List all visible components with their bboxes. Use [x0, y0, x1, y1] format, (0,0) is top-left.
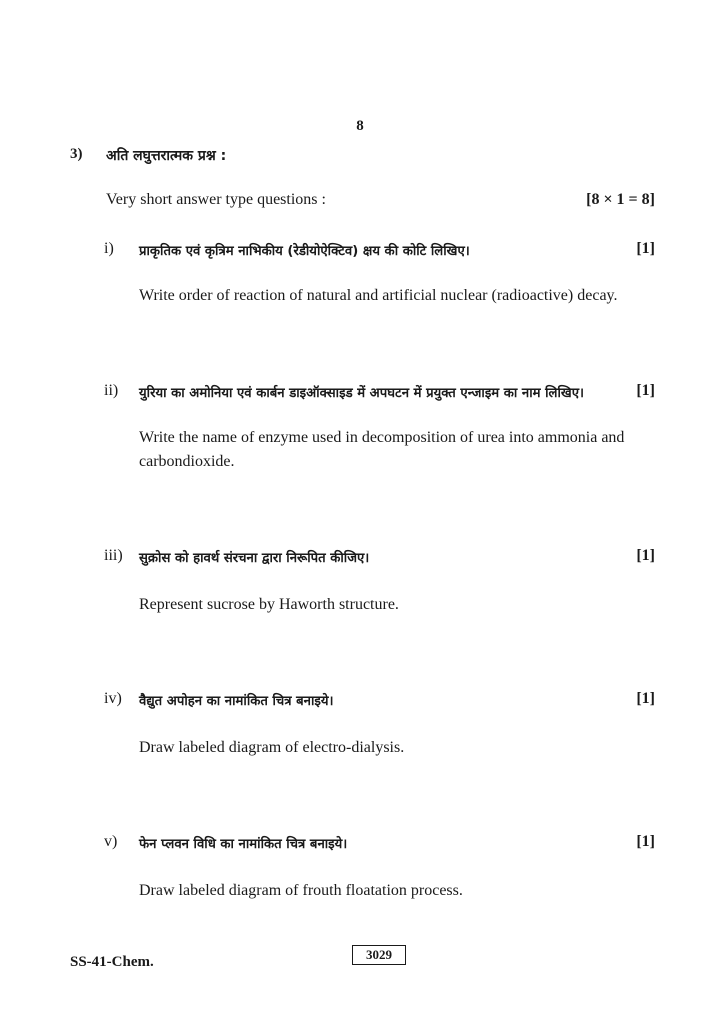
subquestion-hindi: युरिया का अमोनिया एवं कार्बन डाइऑक्साइड में अपघटन में प्रयुक्त एन्जाइम का नाम लिखिए।: [139, 386, 584, 401]
subquestion-marks: [1]: [636, 833, 655, 850]
subquestion-hindi: सुक्रोस को हावर्थ संरचना द्वारा निरूपित कीजिए।: [139, 551, 370, 566]
total-marks: [8 × 1 = 8]: [586, 191, 655, 208]
subquestion-label: v): [104, 833, 118, 850]
subquestion-marks: [1]: [636, 547, 655, 564]
subquestion-marks: [1]: [636, 690, 655, 707]
subquestion-hindi: वैद्युत अपोहन का नामांकित चित्र बनाइये।: [139, 694, 334, 709]
subquestion-english: Draw labeled diagram of electro-dialysis.: [139, 739, 405, 756]
subquestion-label: iii): [104, 547, 123, 564]
subquestion-english: Write order of reaction of natural and artificial nuclear (radioactive) decay.: [139, 287, 618, 304]
sheet-number-box: 3029: [352, 945, 406, 965]
subquestion-label: ii): [104, 382, 119, 399]
subquestion-label: iv): [104, 690, 122, 707]
subquestion-marks: [1]: [636, 240, 655, 257]
question-title-english: Very short answer type questions :: [106, 191, 326, 208]
paper-code: SS-41-Chem.: [70, 954, 154, 970]
page-number: 8: [356, 118, 364, 134]
subquestion-marks: [1]: [636, 382, 655, 399]
subquestion-english: Represent sucrose by Haworth structure.: [139, 596, 399, 613]
question-title-hindi: अति लघुत्तरात्मक प्रश्न :: [106, 148, 227, 164]
subquestion-label: i): [104, 240, 114, 257]
subquestion-english: Draw labeled diagram of frouth floatation process.: [139, 882, 463, 899]
question-number: 3): [70, 146, 83, 162]
subquestion-english: Write the name of enzyme used in decomposition of urea into ammonia and carbondioxide.: [139, 429, 625, 470]
subquestion-hindi: फेन प्लवन विधि का नामांकित चित्र बनाइये।: [139, 837, 348, 852]
subquestion-hindi: प्राकृतिक एवं कृत्रिम नाभिकीय (रेडीयोऐक्टिव) क्षय की कोटि लिखिए।: [139, 244, 470, 259]
